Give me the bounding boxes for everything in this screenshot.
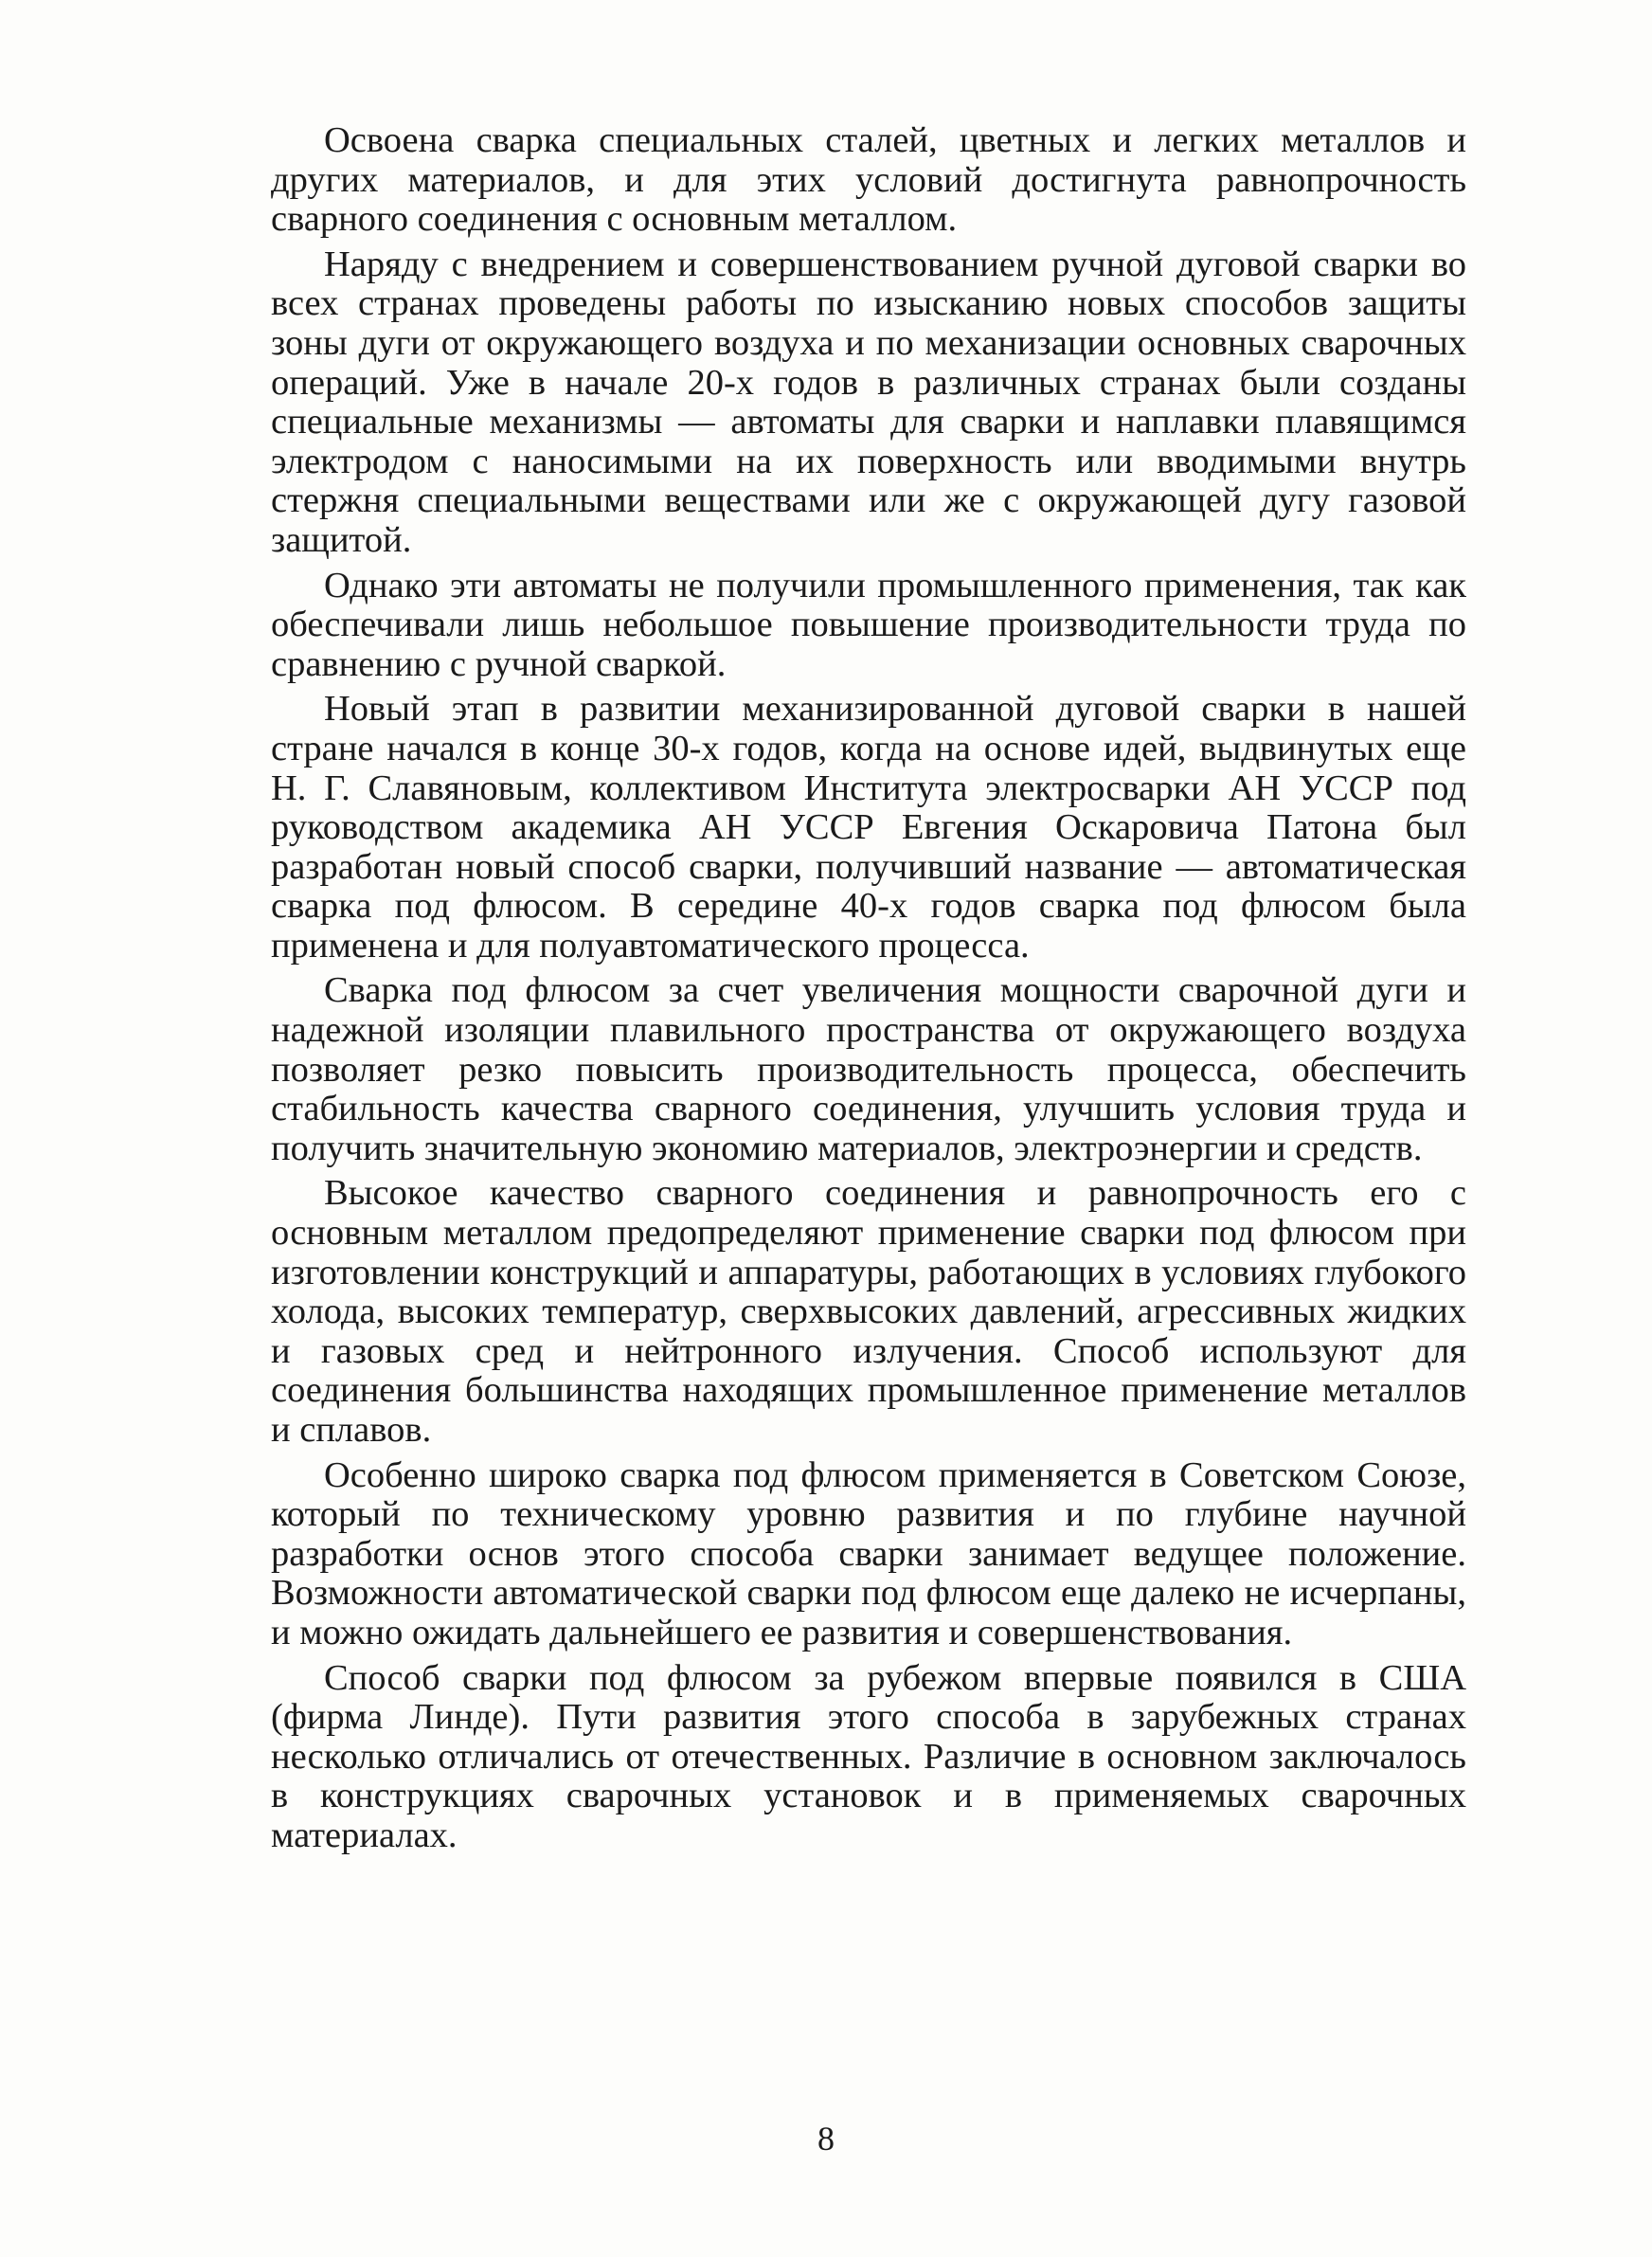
paragraph-1: Освоена сварка специальных сталей, цветных и легких металлов и других материалов, и для этих условий достигнута равнопрочность сварного соединения с основным металлом. [271,120,1466,240]
paragraph-2: Наряду с внедрением и совершенствованием ручной дуговой сварки во всех странах проведены работы по изысканию новых способов защиты зоны дуги от окружающего воздуха и по механизации основных сварочных операций. Уже в начале 20-х годов в различных странах были созданы специальные механизмы — автоматы для сварки и наплавки плавящимся электродом с наносимыми на их поверхность или вводимыми внутрь стержня специальными веществами или же с окружающей дугу газовой защитой. [271,244,1466,560]
paragraph-6: Высокое качество сварного соединения и равнопрочность его с основным металлом предопределяют применение сварки под флюсом при изготовлении конструкций и аппаратуры, работающих в условиях глубокого холода, высоких температур, сверхвысоких давлений, агрессивных жидких и газовых сред и нейтронного излучения. Способ используют для соединения большинства находящих промышленное применение металлов и сплавов. [271,1173,1466,1450]
paragraph-5: Сварка под флюсом за счет увеличения мощности сварочной дуги и надежной изоляции плавильного пространства от окружающего воздуха позволяет резко повысить производительность процесса, обеспечить стабильность качества сварного соединения, улучшить условия труда и получить значительную экономию материалов, электроэнергии и средств. [271,970,1466,1168]
paragraph-8: Способ сварки под флюсом за рубежом впервые появился в США (фирма Линде). Пути развития этого способа в зарубежных странах несколько отличались от отечественных. Различие в основном заключалось в конструкциях сварочных установок и в применяемых сварочных материалах. [271,1657,1466,1855]
page-number: 8 [817,2120,835,2158]
paragraph-4: Новый этап в развитии механизированной дуговой сварки в нашей стране начался в конце 30-х годов, когда на основе идей, выдвинутых еще Н. Г. Славяновым, коллективом Института электросварки АН УССР под руководством академика АН УССР Евгения Оскаровича Патона был разработан новый способ сварки, получивший название — автоматическая сварка под флюсом. В середине 40-х годов сварка под флюсом была применена и для полуавтоматического процесса. [271,689,1466,966]
paragraph-3: Однако эти автоматы не получили промышленного применения, так как обеспечивали лишь небольшое повышение производительности труда по сравнению с ручной сваркой. [271,565,1466,684]
paragraph-7: Особенно широко сварка под флюсом применяется в Советском Союзе, который по техническому уровню развития и по глубине научной разработки основ этого способа сварки занимает ведущее положение. Возможности автоматической сварки под флюсом еще далеко не исчерпаны, и можно ожидать дальнейшего ее развития и совершенствования. [271,1454,1466,1652]
body-text [271,121,1466,1862]
